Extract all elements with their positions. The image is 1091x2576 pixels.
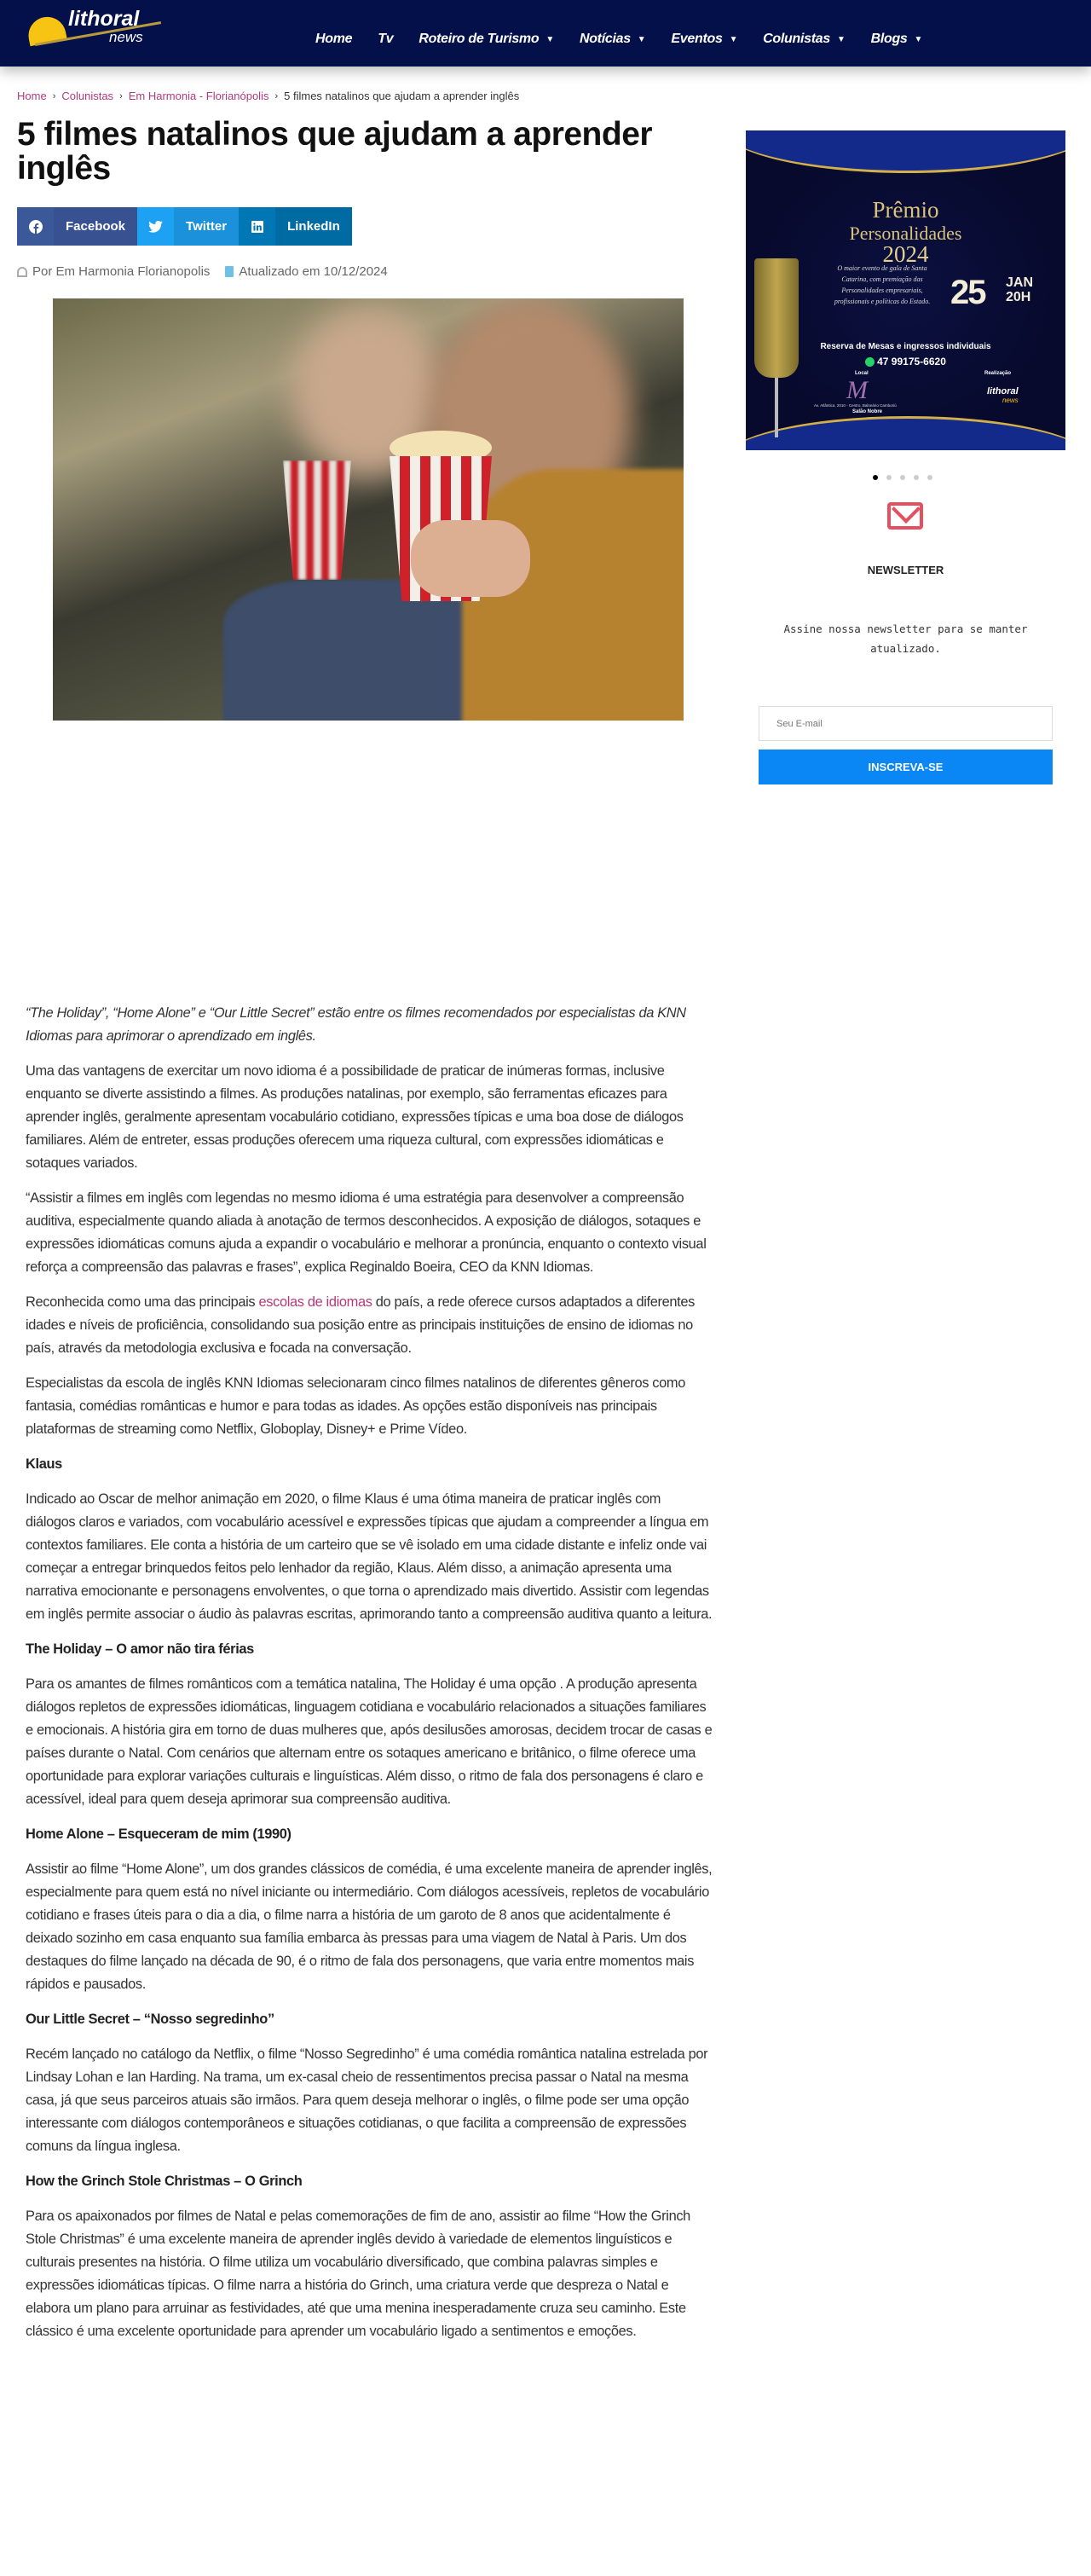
logo-subtext: news	[109, 29, 143, 45]
newsletter-text: Assine nossa newsletter para se manter atualizado.	[783, 622, 1028, 655]
paragraph-text: Reconhecida como uma das principais	[26, 1294, 259, 1310]
banner-org-label: Realização	[984, 371, 1012, 376]
breadcrumb-current: 5 filmes natalinos que ajudam a aprender inglês	[284, 90, 520, 102]
glass-stem	[775, 378, 778, 437]
site-header	[0, 0, 1091, 67]
share-label: LinkedIn	[275, 207, 352, 246]
newsletter-subscribe-button[interactable]: INSCREVA-SE	[759, 750, 1053, 784]
site-logo[interactable]	[26, 7, 170, 54]
carousel-dot[interactable]	[914, 475, 919, 480]
nav-label: Notícias	[579, 32, 631, 46]
facebook-icon	[17, 207, 54, 246]
nav-label: Roteiro de Turismo	[419, 32, 540, 46]
chevron-down-icon: ▼	[914, 34, 923, 44]
article-body	[26, 1002, 713, 2355]
section-heading: The Holiday – O amor não tira férias	[26, 1641, 254, 1657]
article-paragraph: Indicado ao Oscar de melhor animação em 2020, o filme Klaus é uma ótima maneira de praticar inglês com diálogos claros e variados, com vocabulário acessível e expressões típicas que ajudam a compreender a língua em contextos familiares. Ele conta a história de um carteiro que se vê isolado em uma cidade distante e infeliz onde vai começar a entregar brinquedos feitos pelo lenhador da região, Klaus. Além disso, a animação apresenta uma narrativa emocionante e personagens envolventes, o que torna o aprendizado mais divertido. Assistir com legendas em inglês permite associar o áudio às palavras escritas, aprimorando tanto a compreensão auditiva quanto a leitura.	[26, 1491, 713, 1622]
carousel-dot[interactable]	[873, 475, 878, 480]
carousel-dot[interactable]	[927, 475, 932, 480]
article-paragraph: Para os amantes de filmes românticos com a temática natalina, The Holiday é uma opção . A produção apresenta diálogos repletos de expressões idiomáticas, linguagem cotidiana e vocabulário relacionados a situações familiares e emocionais. A história gira em torno de duas mulheres que, após desilusões amorosas, decidem trocar de casas e países durante o Natal. Com cenários que alternam entre os sotaques americano e britânico, o filme oferece uma oportunidade para explorar variações culturais e linguísticas. Além disso, o ritmo de fala dos personagens é claro e acessível, ideal para quem deseja aprimorar sua compreensão auditiva.	[26, 1676, 713, 1807]
envelope-icon	[887, 502, 923, 530]
featured-image	[53, 298, 684, 721]
nav-noticias[interactable]	[580, 32, 645, 47]
chevron-right-icon: ›	[274, 90, 279, 101]
escolas-de-idiomas-link[interactable]: escolas de idiomas	[258, 1294, 372, 1310]
banner-time: 20H	[1006, 290, 1031, 304]
banner-local-label: Local	[855, 371, 869, 376]
nav-label: Tv	[378, 32, 394, 46]
post-meta	[17, 264, 388, 279]
banner-room: Salão Nobre	[852, 409, 883, 414]
banner-title: Prêmio	[872, 197, 939, 223]
org-sub: news	[1002, 397, 1019, 404]
share-buttons	[17, 207, 352, 246]
share-twitter-button[interactable]	[137, 207, 239, 246]
chevron-down-icon: ▼	[637, 34, 646, 44]
logo-text: lithoral	[68, 7, 140, 31]
org-logo	[987, 386, 1019, 404]
nav-roteiro-de-turismo[interactable]	[419, 32, 554, 47]
share-label: Facebook	[54, 207, 137, 246]
nav-label: Home	[315, 32, 353, 46]
nav-colunistas[interactable]	[763, 32, 845, 47]
banner-year: 2024	[882, 241, 929, 267]
article-paragraph: Assistir ao filme “Home Alone”, um dos grandes clássicos de comédia, é uma excelente maneira de aprender inglês, especialmente para quem está no nível iniciante ou intermediário. Com diálogos acessíveis, repletos de vocabulário cotidiano e frases úteis para o dia a dia, o filme narra a história de um garoto de 8 anos que acidentalmente é deixado sozinho em casa enquanto sua família embarca às pressas para uma viagem de Natal à Paris. Um dos destaques do filme lançado na década de 90, é o ritmo de fala dos personagens, que varia entre momentos mais rápidos e pausados.	[26, 1861, 713, 1992]
share-facebook-button[interactable]	[17, 207, 137, 246]
carousel-dots	[873, 475, 932, 480]
banner-address: Av. Atlântica, 2010 - Centro, Balneário Camboriú	[814, 403, 897, 408]
carousel-dot[interactable]	[900, 475, 905, 480]
twitter-icon	[137, 207, 174, 246]
banner-gold-wave	[746, 130, 1065, 173]
photo-popcorn-cup	[283, 460, 351, 580]
calendar-icon	[225, 266, 234, 277]
photo-hand	[411, 520, 530, 597]
whatsapp-icon	[865, 357, 875, 367]
banner-description: O maior evento de gala de Santa Catarina, com premiação das Personalidades empresariais, profissionais e políticas do Estado.	[834, 264, 931, 305]
banner-title: Personalidades	[849, 223, 962, 244]
breadcrumb-home[interactable]: Home	[17, 90, 47, 102]
paragraph-text: do país, a rede oferece cursos adaptados a diferentes idades e níveis de proficiência, consolidando sua posição entre as principais instituições de ensino de idiomas no país, através da metodologia exclusiva e focada na conversação.	[26, 1294, 695, 1356]
premio-personalidades-banner[interactable]	[746, 130, 1065, 450]
post-author[interactable]: Por Em Harmonia Florianopolis	[32, 264, 211, 279]
newsletter-email-input[interactable]	[759, 706, 1053, 741]
banner-phone	[746, 356, 1065, 368]
chevron-down-icon: ▼	[546, 34, 554, 44]
share-label: Twitter	[174, 207, 239, 246]
article-paragraph: Recém lançado no catálogo da Netflix, o filme “Nosso Segredinho” é uma comédia romântica natalina estrelada por Lindsay Lohan e Ian Harding. Na trama, um ex-casal cheio de ressentimentos precisa passar o Natal na mesma casa, já que seus parceiros atuais são irmãos. Para quem deseja melhorar o inglês, o filme pode ser uma opção interessante com diálogos contemporâneos e situações cotidianas, o que facilita a compreensão de expressões comuns da língua inglesa.	[26, 2046, 708, 2154]
banner-reserve: Reserva de Mesas e ingressos individuais	[820, 342, 991, 351]
banner-month-time	[1006, 275, 1033, 304]
nav-tv[interactable]	[378, 32, 393, 47]
section-heading: How the Grinch Stole Christmas – O Grinch	[26, 2174, 303, 2189]
section-heading: Klaus	[26, 1456, 62, 1472]
user-icon	[17, 267, 27, 277]
chevron-down-icon: ▼	[836, 34, 846, 44]
breadcrumb-em-harmonia[interactable]: Em Harmonia - Florianópolis	[128, 90, 269, 102]
breadcrumb	[17, 90, 519, 102]
linkedin-icon	[239, 207, 275, 246]
article-paragraph: Para os apaixonados por filmes de Natal e pelas comemorações de fim de ano, assistir ao filme “How the Grinch Stole Christmas” é uma excelente maneira de aprender inglês devido à variedade de elementos linguísticos e culturais presentes na história. O filme utiliza um vocabulário diversificado, que combina palavras simples e expressões idiomáticas típicas. O filme narra a história do Grinch, uma criatura verde que despreza o Natal e elabora um plano para arruinar as festividades, até que uma menina inesperadamente cruza seu caminho. Este clássico é uma excelente oportunidade para aprender um vocabulário ligado a sentimentos e emoções.	[26, 2208, 690, 2339]
newsletter-title: NEWSLETTER	[867, 564, 944, 576]
main-nav	[315, 32, 948, 47]
section-heading: Home Alone – Esqueceram de mim (1990)	[26, 1826, 292, 1842]
phone-number: 47 99175-6620	[877, 356, 946, 368]
chevron-right-icon: ›	[52, 90, 56, 101]
article-lead: “The Holiday”, “Home Alone” e “Our Little Secret” estão entre os filmes recomendados por especialistas da KNN Idiomas para aprimorar o aprendizado em inglês.	[26, 1005, 686, 1044]
carousel-dot[interactable]	[886, 475, 892, 480]
banner-gold-wave	[746, 416, 1065, 450]
breadcrumb-colunistas[interactable]: Colunistas	[61, 90, 114, 102]
page-title: 5 filmes natalinos que ajudam a aprender inglês	[17, 116, 653, 187]
article-paragraph: “Assistir a filmes em inglês com legendas no mesmo idioma é uma estratégia para desenvolver a compreensão auditiva, especialmente quando aliada à anotação de termos desconhecidos. A exposição de diálogos, sotaques e expressões idiomáticas comuns ajuda a expandir o vocabulário e melhorar a pronúncia, enquanto o contexto visual reforça a compreensão das palavras e frases”, explica Reginaldo Boeira, CEO da KNN Idiomas.	[26, 1190, 707, 1275]
venue-logo: M	[846, 376, 868, 404]
share-linkedin-button[interactable]	[239, 207, 352, 246]
banner-day: 25	[950, 274, 985, 311]
nav-label: Blogs	[870, 32, 908, 46]
article-paragraph: Especialistas da escola de inglês KNN Idiomas selecionaram cinco filmes natalinos de diferentes gêneros como fantasia, comédias românticas e humor e para todas as idades. As opções estão disponíveis nas principais plataformas de streaming como Netflix, Globoplay, Disney+ e Prime Vídeo.	[26, 1375, 685, 1437]
nav-label: Eventos	[671, 32, 723, 46]
chevron-right-icon: ›	[119, 90, 123, 101]
chevron-down-icon: ▼	[729, 34, 738, 44]
nav-eventos[interactable]	[671, 32, 737, 47]
nav-blogs[interactable]	[871, 32, 923, 47]
section-heading: Our Little Secret – “Nosso segredinho”	[26, 2012, 274, 2027]
org-name: lithoral	[987, 386, 1019, 397]
article-paragraph	[26, 1291, 713, 1360]
article-paragraph: Uma das vantagens de exercitar um novo idioma é a possibilidade de praticar de inúmeras formas, inclusive enquanto se diverte assistindo a filmes. As produções natalinas, por exemplo, são ferramentas eficazes para aprender inglês, geralmente apresentam vocabulário cotidiano, expressões típicas e uma boa dose de diálogos familiares. Além de entreter, essas produções oferecem uma riqueza cultural, com expressões idiomáticas e sotaques variados.	[26, 1063, 684, 1171]
nav-label: Colunistas	[763, 32, 830, 46]
post-date: Atualizado em 10/12/2024	[239, 264, 388, 279]
nav-home[interactable]	[315, 32, 352, 47]
banner-month: JAN	[1006, 275, 1034, 290]
